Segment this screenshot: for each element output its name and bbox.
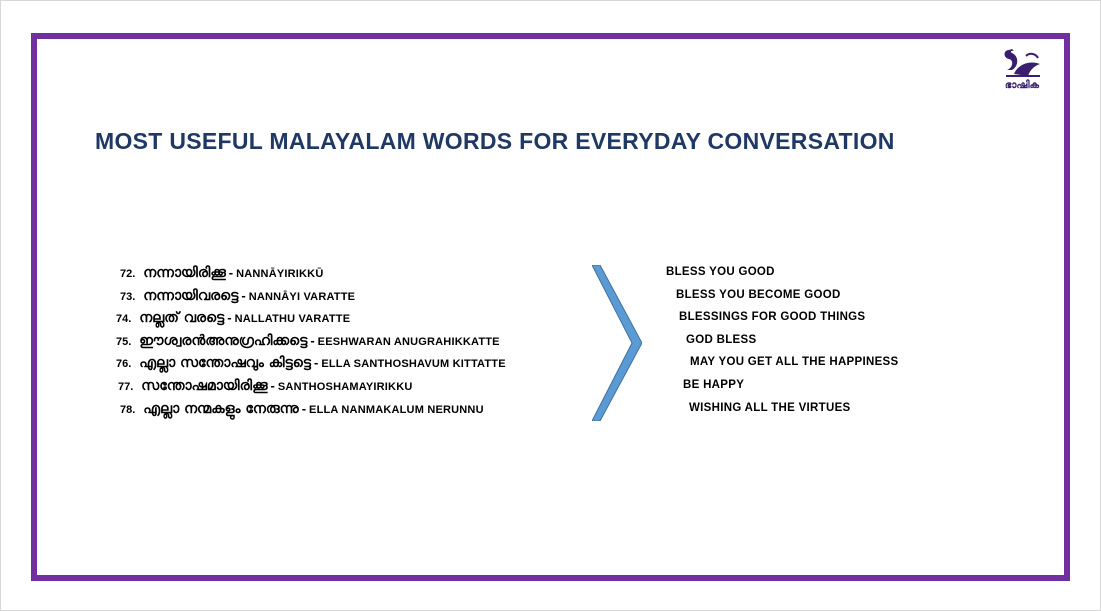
transliteration: NALLATHU VARATTE bbox=[234, 313, 351, 325]
transliteration: NANNĀYIRIKKŪ bbox=[236, 268, 324, 280]
transliteration: SANTHOSHAMAYIRIKKU bbox=[277, 381, 413, 393]
malayalam-phrase: ഈശ്വരൻഅനുഗ്രഹിക്കട്ടെ bbox=[139, 333, 308, 349]
phrase-separator: - bbox=[227, 310, 232, 325]
transliteration: ELLA SANTHOSHAVUM KITTATTE bbox=[321, 358, 506, 370]
swan-logo-icon bbox=[1000, 46, 1044, 82]
phrase-row bbox=[118, 375, 412, 397]
english-meaning: BLESS YOU BECOME GOOD bbox=[676, 289, 841, 301]
phrase-row bbox=[120, 285, 355, 307]
english-meaning: MAY YOU GET ALL THE HAPPINESS bbox=[690, 356, 899, 368]
phrase-separator: - bbox=[301, 401, 307, 416]
english-meaning: WISHING ALL THE VIRTUES bbox=[689, 402, 851, 414]
phrase-number: 75. bbox=[116, 336, 132, 348]
phrase-separator: - bbox=[310, 333, 315, 348]
phrase-number: 74. bbox=[116, 313, 132, 325]
logo-text: ഭാഷിക bbox=[1004, 80, 1040, 91]
phrase-number: 78. bbox=[120, 404, 136, 416]
phrase-row bbox=[120, 262, 323, 284]
malayalam-phrase: നന്നായിരിക്കൂ bbox=[143, 265, 226, 281]
transliteration: EESHWARAN ANUGRAHIKKATTE bbox=[317, 336, 500, 348]
phrase-number: 76. bbox=[116, 358, 132, 370]
phrase-separator: - bbox=[313, 355, 319, 370]
malayalam-phrase: നല്ലത് വരട്ടെ bbox=[139, 310, 225, 326]
phrase-separator: - bbox=[270, 378, 275, 393]
phrase-number: 73. bbox=[120, 291, 136, 303]
phrase-row bbox=[116, 330, 500, 352]
phrase-separator: - bbox=[228, 265, 234, 280]
phrase-number: 72. bbox=[120, 268, 136, 280]
phrase-row bbox=[120, 398, 484, 420]
english-meaning: BE HAPPY bbox=[683, 379, 745, 391]
english-meaning: BLESSINGS FOR GOOD THINGS bbox=[679, 311, 866, 323]
transliteration: ELLA NANMAKALUM NERUNNU bbox=[309, 404, 484, 416]
phrase-row bbox=[116, 307, 350, 329]
english-meaning: BLESS YOU GOOD bbox=[666, 266, 775, 278]
malayalam-phrase: നന്നായിവരട്ടെ bbox=[143, 288, 239, 304]
english-meaning: GOD BLESS bbox=[686, 334, 757, 346]
malayalam-phrase: സന്തോഷമായിരിക്കൂ bbox=[141, 378, 268, 394]
malayalam-phrase: എല്ലാ സന്തോഷവും കിട്ടട്ടെ bbox=[139, 355, 311, 371]
chevron-right-icon bbox=[592, 265, 642, 421]
phrase-row bbox=[116, 352, 506, 374]
bhashika-logo bbox=[1000, 46, 1044, 98]
transliteration: NANNĀYI VARATTE bbox=[248, 291, 356, 303]
phrase-number: 77. bbox=[118, 381, 134, 393]
page-title: MOST USEFUL MALAYALAM WORDS FOR EVERYDAY CONVERSATION bbox=[95, 128, 895, 154]
malayalam-phrase: എല്ലാ നന്മകളും നേരുന്നു bbox=[143, 401, 299, 417]
phrase-separator: - bbox=[241, 288, 246, 303]
